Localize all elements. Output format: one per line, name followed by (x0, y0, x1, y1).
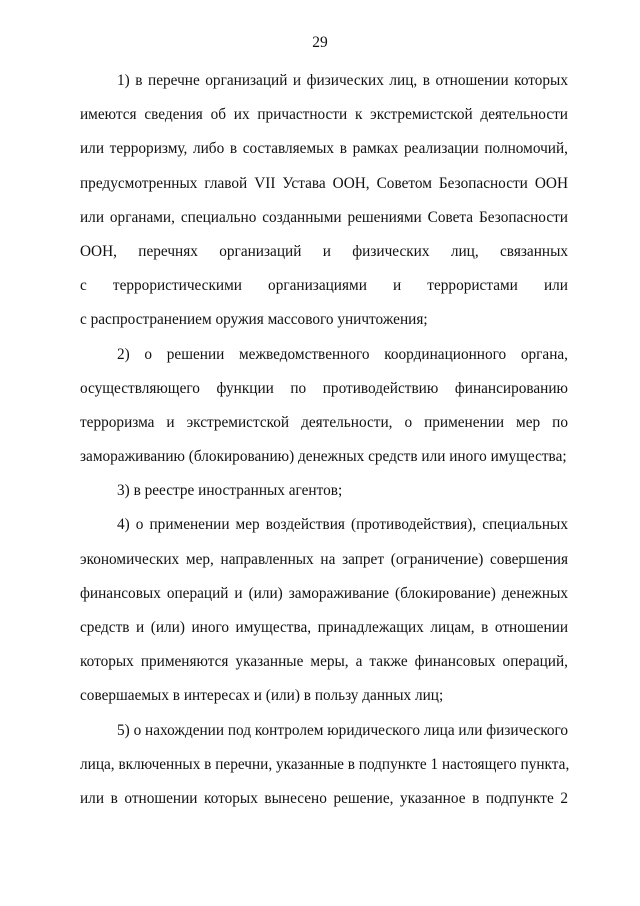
text-line: с распространением оружия массового уничтожения; (80, 311, 428, 329)
text-line: предусмотренных главой VII Устава ООН, Советом Безопасности ООН (80, 174, 568, 192)
text-line: с террористическими организациями и террористами или (80, 277, 568, 295)
text-line: ООН, перечнях организаций и физических лиц, связанных (80, 242, 568, 260)
text-line: 5) о нахождении под контролем юридического лица или физического (117, 721, 569, 739)
text-line: лица, включенных в перечни, указанные в подпункте 1 настоящего пункта, (80, 755, 570, 773)
text-line: осуществляющего функции по противодействию финансированию (80, 379, 568, 397)
paragraph-item-5 (80, 720, 568, 823)
text-line: 4) о применении мер воздействия (противодействия), специальных (117, 516, 568, 534)
text-line: которых применяются указанные меры, а также финансовых операций, (80, 653, 568, 671)
paragraph-item-4 (80, 514, 568, 719)
text-line: или органами, специально созданными решениями Совета Безопасности (80, 208, 568, 226)
text-line: замораживанию (блокированию) денежных средств или иного имущества; (80, 448, 567, 466)
text-line: экономических мер, направленных на запрет (ограничение) совершения (80, 550, 568, 568)
text-line: или терроризму, либо в составляемых в рамках реализации полномочий, (80, 140, 568, 158)
paragraph-item-3 (80, 480, 568, 514)
text-line: финансовых операций и (или) замораживание (блокирование) денежных (80, 584, 568, 602)
document-body (80, 70, 568, 822)
text-line: 2) о решении межведомственного координационного органа, (117, 345, 568, 363)
text-line: средств и (или) иного имущества, принадлежащих лицам, в отношении (80, 619, 568, 636)
text-line: совершаемых в интересах и (или) в пользу данных лиц; (80, 687, 444, 705)
paragraph-item-2 (80, 344, 568, 481)
paragraph-item-1 (80, 70, 568, 344)
page-number: 29 (312, 34, 328, 51)
text-line: 1) в перечне организаций и физических лиц, в отношении которых (117, 72, 568, 89)
text-line: 3) в реестре иностранных агентов; (117, 482, 343, 500)
text-line: терроризма и экстремистской деятельности, о применении мер по (80, 413, 568, 431)
text-line: или в отношении которых вынесено решение, указанное в подпункте 2 (80, 789, 568, 807)
text-line: имеются сведения об их причастности к экстремистской деятельности (80, 106, 568, 124)
